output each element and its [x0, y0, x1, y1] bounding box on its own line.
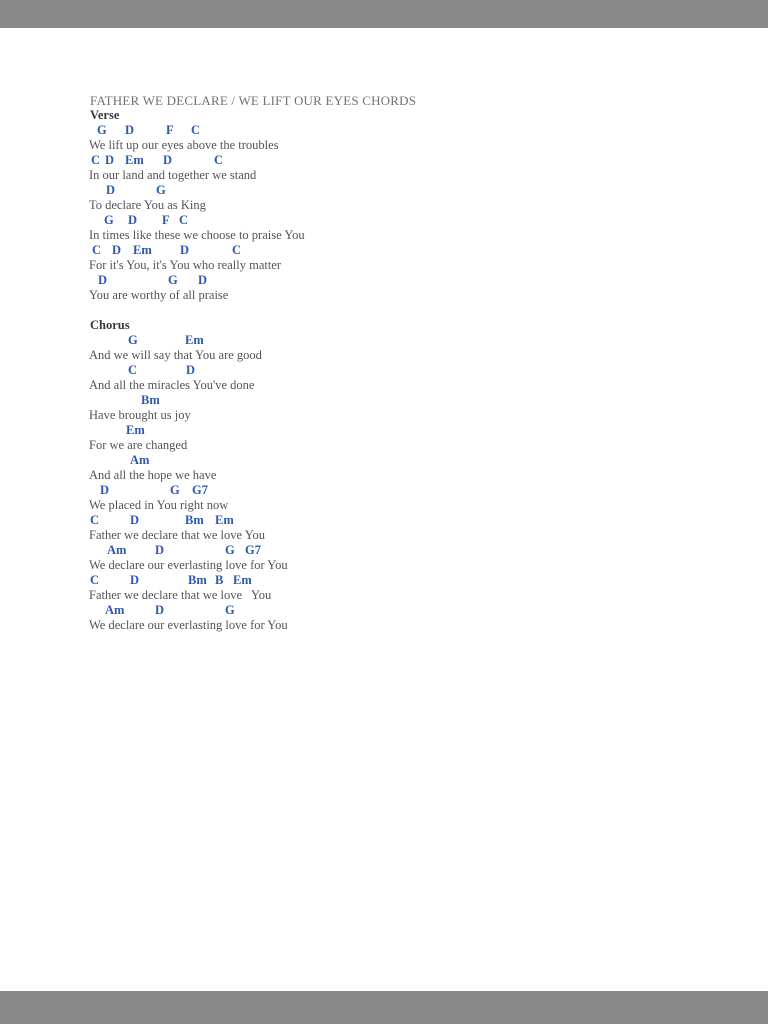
chord-line	[0, 153, 768, 168]
chord-label: D	[130, 573, 140, 587]
lyric-line: We declare our everlasting love for You	[89, 558, 288, 572]
chord-label: D	[198, 273, 208, 287]
document-page	[0, 93, 768, 633]
chord-label: C	[232, 243, 242, 257]
chord-label: D	[125, 123, 135, 137]
chord-label: Am	[130, 453, 150, 467]
lyric-line: And all the hope we have	[89, 468, 217, 482]
chord-label: Bm	[188, 573, 207, 587]
chord-line	[0, 183, 768, 198]
chord-label: G	[156, 183, 166, 197]
lyric-line: We placed in You right now	[89, 498, 229, 512]
chord-label: Em	[185, 333, 204, 347]
lyric-line: For it's You, it's You who really matter	[89, 258, 282, 272]
section-chorus	[0, 318, 768, 633]
chord-label: Em	[125, 153, 144, 167]
chord-label: Em	[215, 513, 234, 527]
chord-label: D	[112, 243, 122, 257]
lyric-line: In our land and together we stand	[89, 168, 257, 182]
chord-label: B	[215, 573, 224, 587]
chord-label: G	[128, 333, 138, 347]
section-label: Verse	[90, 108, 120, 122]
lyric-line: Father we declare that we love You	[89, 588, 272, 602]
chord-label: Em	[233, 573, 252, 587]
chord-label: D	[100, 483, 110, 497]
chord-line	[0, 363, 768, 378]
chord-label: Em	[133, 243, 152, 257]
section-verse	[0, 108, 768, 303]
song-title: FATHER WE DECLARE / WE LIFT OUR EYES CHORDS	[90, 93, 417, 108]
chord-label: C	[92, 243, 102, 257]
chord-label: C	[128, 363, 138, 377]
chord-label: D	[155, 543, 165, 557]
chord-label: D	[98, 273, 108, 287]
chord-label: F	[162, 213, 170, 227]
chord-label: Am	[105, 603, 125, 617]
lyric-line: You are worthy of all praise	[89, 288, 229, 302]
chord-label: G	[168, 273, 178, 287]
chord-label: Bm	[141, 393, 160, 407]
chord-line	[0, 513, 768, 528]
viewer-letterbox-top	[0, 0, 768, 28]
chord-line	[0, 393, 768, 408]
chord-label: G	[170, 483, 180, 497]
lyric-line: Father we declare that we love You	[89, 528, 265, 542]
chord-label: C	[179, 213, 189, 227]
lyric-line: To declare You as King	[89, 198, 206, 212]
chord-line	[0, 453, 768, 468]
chord-label: C	[90, 573, 100, 587]
chord-label: G	[225, 603, 235, 617]
chord-label: G7	[245, 543, 261, 557]
chord-label: Am	[107, 543, 127, 557]
chord-line	[0, 243, 768, 258]
chord-label: D	[130, 513, 140, 527]
chord-label: D	[163, 153, 173, 167]
chord-label: D	[106, 183, 116, 197]
song-body	[0, 108, 768, 633]
chord-line	[0, 123, 768, 138]
chord-label: D	[180, 243, 190, 257]
chord-label: Em	[126, 423, 145, 437]
chord-line	[0, 333, 768, 348]
lyric-line: We declare our everlasting love for You	[89, 618, 288, 632]
chord-label: G	[104, 213, 114, 227]
chord-label: D	[128, 213, 138, 227]
lyric-line: For we are changed	[89, 438, 188, 452]
chord-line	[0, 573, 768, 588]
chord-label: G	[97, 123, 107, 137]
chord-line	[0, 483, 768, 498]
lyric-line: We lift up our eyes above the troubles	[89, 138, 279, 152]
chord-line	[0, 543, 768, 558]
lyric-line: And all the miracles You've done	[89, 378, 255, 392]
chord-label: C	[90, 513, 100, 527]
lyric-line: In times like these we choose to praise You	[89, 228, 305, 242]
chord-line	[0, 213, 768, 228]
lyric-line: Have brought us joy	[89, 408, 191, 422]
chord-label: C	[191, 123, 201, 137]
chord-label: Bm	[185, 513, 204, 527]
chord-label: C	[214, 153, 224, 167]
chord-label: C	[91, 153, 101, 167]
chord-label: D	[155, 603, 165, 617]
viewer-letterbox-bottom	[0, 991, 768, 1024]
chord-label: G	[225, 543, 235, 557]
chord-line	[0, 273, 768, 288]
chord-label: F	[166, 123, 174, 137]
section-label: Chorus	[90, 318, 130, 332]
chord-line	[0, 603, 768, 618]
chord-label: D	[186, 363, 196, 377]
chord-label: D	[105, 153, 115, 167]
chord-label: G7	[192, 483, 208, 497]
chord-line	[0, 423, 768, 438]
lyric-line: And we will say that You are good	[89, 348, 262, 362]
